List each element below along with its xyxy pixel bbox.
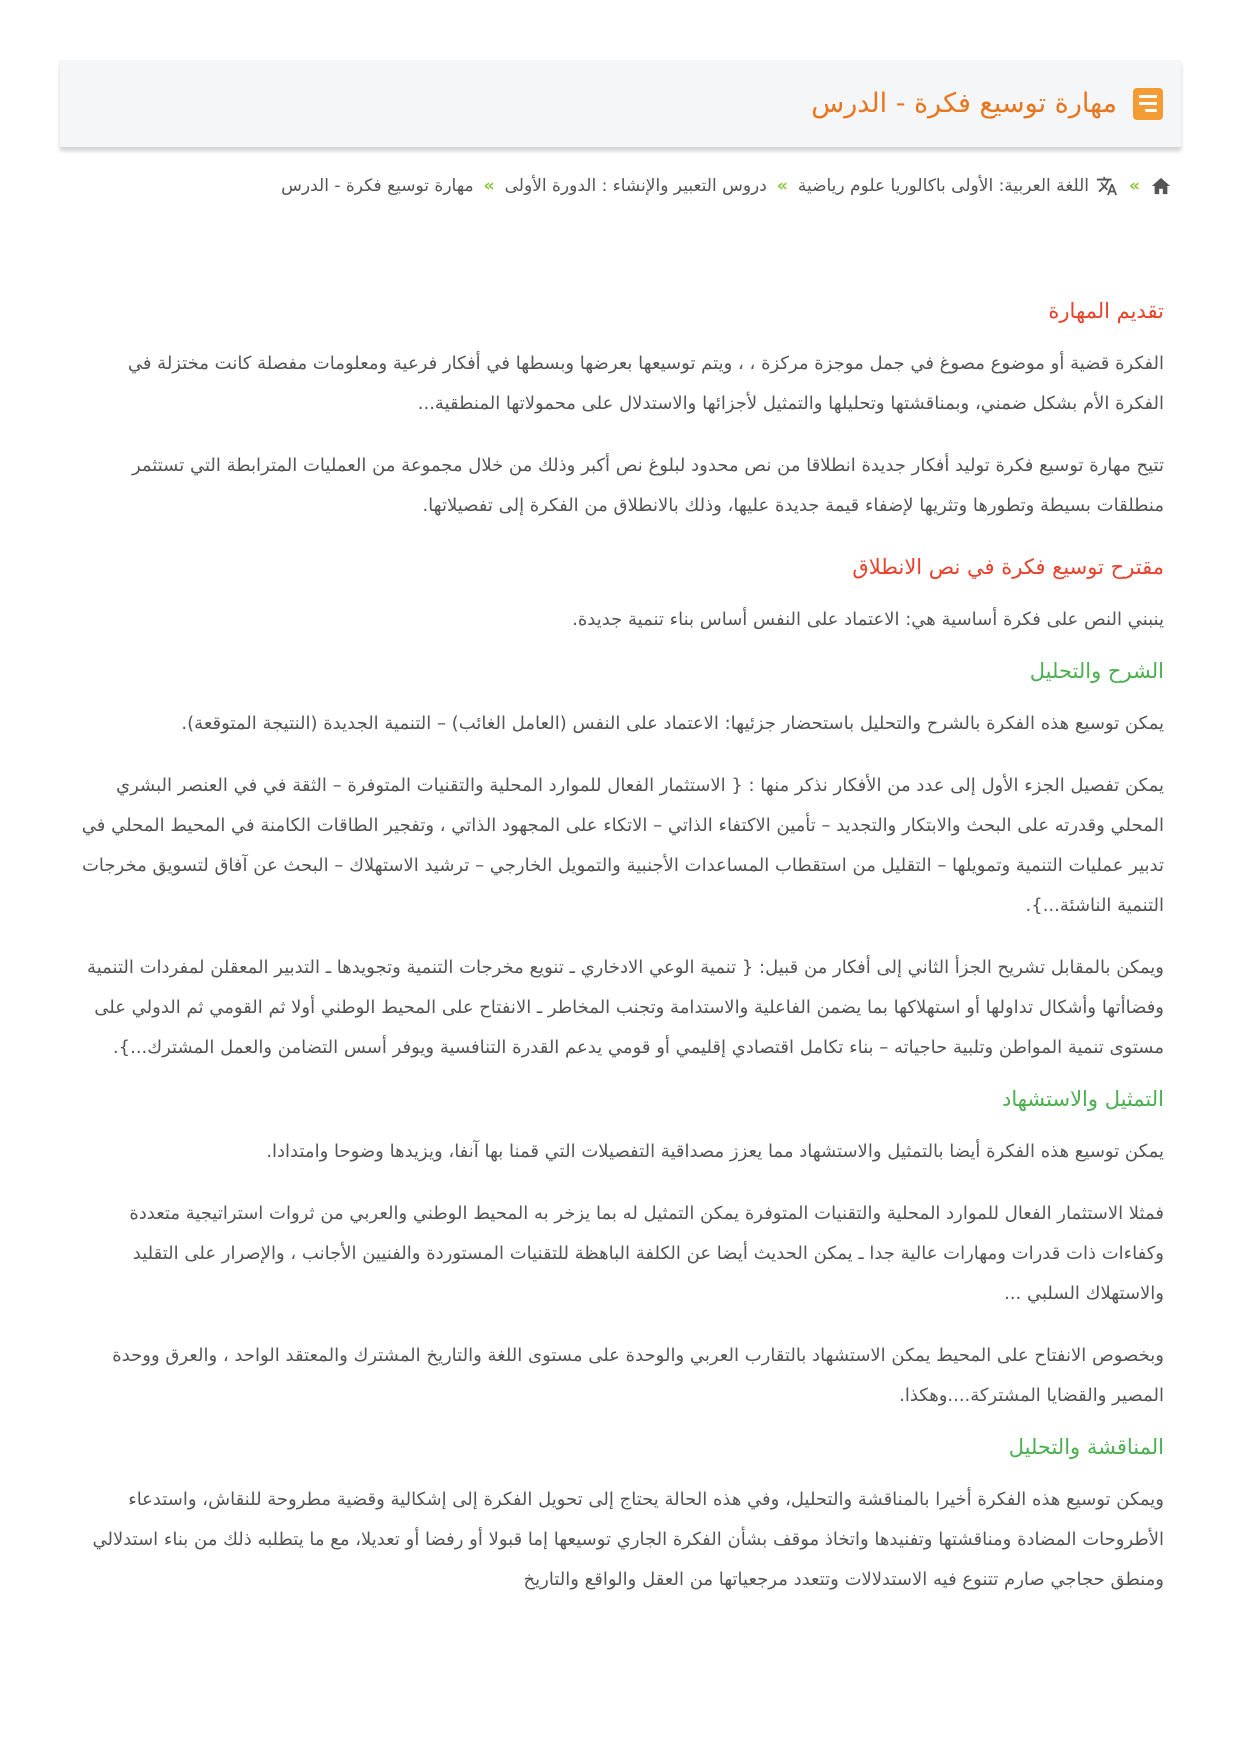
document-list-icon — [1133, 88, 1163, 120]
paragraph: وبخصوص الانفتاح على المحيط يمكن الاستشهاد بالتقارب العربي والوحدة على مستوى اللغة والتاريخ المشترك والمعتقد الواحد ، والعرق ووحدة المصير والقضايا المشتركة....وهكذا. — [112, 1345, 1164, 1406]
paragraph: الفكرة قضية أو موضوع مصوغ في جمل موجزة مركزة ، ، ويتم توسيعها بعرضها وبسطها في أفكار فرعية ومعلومات مفصلة كانت مختزلة في الفكرة الأم بشكل ضمني، وبمناقشتها وتحليلها والتمثيل لأجزائها والاستدلال على محمولاتها المنطقية... — [127, 353, 1164, 414]
section-heading-examples: التمثيل والاستشهاد — [1001, 1087, 1164, 1111]
section-heading-discussion: المناقشة والتحليل — [1008, 1435, 1164, 1459]
breadcrumb-separator: » — [776, 176, 788, 196]
paragraph: يمكن توسيع هذه الفكرة بالشرح والتحليل باستحضار جزئيها: الاعتماد على النفس (العامل الغائب) – التنمية الجديدة (النتيجة المتوقعة). — [181, 713, 1164, 734]
home-icon[interactable] — [1150, 176, 1172, 196]
page-header — [60, 60, 1181, 148]
paragraph: ويمكن بالمقابل تشريح الجزأ الثاني إلى أفكار من قبيل: { تنمية الوعي الادخاري ـ تنويع مخرجات التنمية وتجويدها ـ التدبير المعقلن لمفردات التنمية وفضاأتها وأشكال تداولها أو استهلاكها بما يضمن الفاعلية والاستدامة وتجنب المخاطر ـ الانفتاح على المحيط الوطني أولا ثم القومي ثم الدولي على مستوى تنمية المواطن وتلبية حاجياته – بناء تكامل اقتصادي إقليمي أو قومي يدعم القدرة التنافسية ويوفر أسس التضامن والعمل المشترك...}. — [87, 957, 1164, 1058]
section-heading-intro: تقديم المهارة — [1048, 299, 1164, 323]
paragraph: فمثلا الاستثمار الفعال للموارد المحلية والتقنيات المتوفرة يمكن التمثيل له بما يزخر به المحيط الوطني والعربي من ثروات استراتيجية متعددة وكفاءات ذات قدرات ومهارات عالية جدا ـ يمكن الحديث أيضا عن الكلفة الباهظة للتقنيات المستوردة والفنيين الأجانب ، والإصرار على التقليد والاستهلاك السلبي ... — [129, 1203, 1164, 1304]
section-heading-proposal: مقترح توسيع فكرة في نص الانطلاق — [852, 555, 1164, 579]
breadcrumb-item-course[interactable]: دروس التعبير والإنشاء : الدورة الأولى — [504, 176, 767, 196]
section-heading-explanation: الشرح والتحليل — [1029, 659, 1164, 683]
paragraph: ينبني النص على فكرة أساسية هي: الاعتماد على النفس أساس بناء تنمية جديدة. — [572, 609, 1164, 630]
breadcrumb-item-subject[interactable]: اللغة العربية: الأولى باكالوريا علوم رياضية — [797, 176, 1090, 196]
paragraph: ويمكن توسيع هذه الفكرة أخيرا بالمناقشة والتحليل، وفي هذه الحالة يحتاج إلى تحويل الفكرة إلى إشكالية وقضية مطروحة للنقاش، واستدعاء الأطروحات المضادة ومناقشتها وتفنيدها واتخاذ موقف بشأن الفكرة الجاري توسيعها إما قبولا أو رفضا أو تعديلا، مع ما يتطلبه ذلك من بناء استدلالي ومنطق حجاجي صارم تتنوع فيه الاستدلالات وتتعدد مرجعياتها من العقل والواقع والتاريخ — [92, 1489, 1164, 1590]
breadcrumb — [60, 166, 1172, 206]
translate-icon[interactable] — [1095, 175, 1119, 197]
breadcrumb-separator: » — [483, 176, 495, 196]
paragraph: يمكن توسيع هذه الفكرة أيضا بالتمثيل والاستشهاد مما يعزز مصداقية التفصيلات التي قمنا بها آنفا، ويزيدها وضوحا وامتدادا. — [266, 1141, 1164, 1162]
breadcrumb-separator: » — [1129, 176, 1140, 196]
lesson-content — [74, 292, 1164, 1622]
paragraph: تتيح مهارة توسيع فكرة توليد أفكار جديدة انطلاقا من نص محدود لبلوغ نص أكبر وذلك من خلال مجموعة من العمليات المترابطة التي تستثمر منطلقات بسيطة وتطورها وتثريها لإضفاء قيمة جديدة عليها، وذلك بالانطلاق من الفكرة إلى تفصيلاتها. — [131, 455, 1164, 516]
page-title: مهارة توسيع فكرة - الدرس — [811, 88, 1117, 119]
breadcrumb-item-current: مهارة توسيع فكرة - الدرس — [281, 176, 474, 196]
paragraph: يمكن تفصيل الجزء الأول إلى عدد من الأفكار نذكر منها : { الاستثمار الفعال للموارد المحلية والتقنيات المتوفرة – الثقة في في العنصر البشري المحلي وقدرته على البحث والابتكار والتجديد – تأمين الاكتفاء الذاتي – الاتكاء على المجهود الذاتي ، وتفجير الطاقات الكامنة في المحيط المحلي في تدبير عمليات التنمية وتمويلها – التقليل من استقطاب المساعدات الأجنبية والتمويل الخارجي – ترشيد الاستهلاك – البحث عن آفاق لتسويق مخرجات التنمية الناشئة...}. — [81, 775, 1164, 916]
